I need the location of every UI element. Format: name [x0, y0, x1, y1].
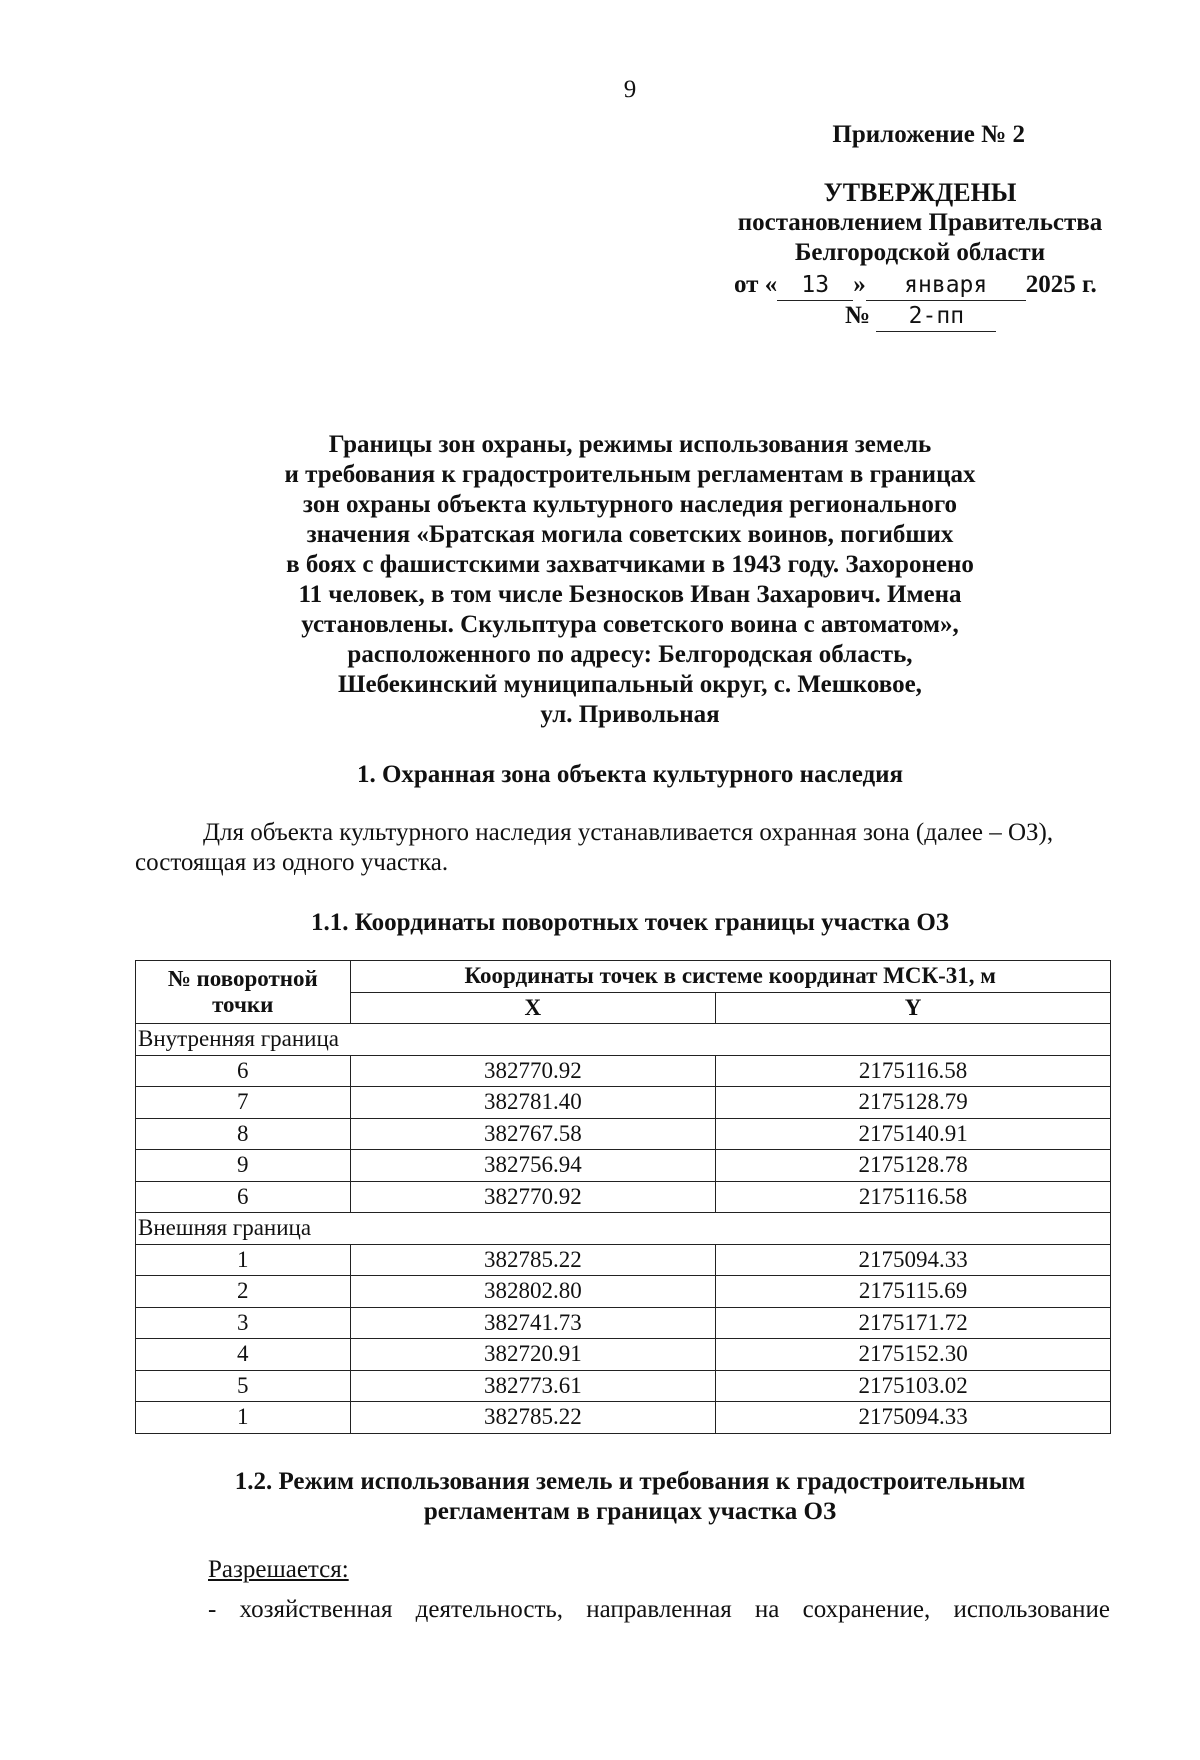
table-row [136, 1244, 1111, 1276]
approval-line-1: постановлением Правительства [737, 209, 1103, 236]
table-row [136, 1339, 1111, 1371]
cell-point: 5 [136, 1370, 351, 1402]
group-row-inner [136, 1024, 1111, 1056]
cell-x: 382756.94 [350, 1150, 716, 1182]
date-day: 13 [777, 270, 853, 301]
cell-y: 2175116.58 [716, 1181, 1111, 1213]
title-line: ул. Привольная [540, 701, 720, 728]
cell-point: 8 [136, 1118, 351, 1150]
table-row [136, 1181, 1111, 1213]
cell-point: 6 [136, 1181, 351, 1213]
date-month: января [866, 270, 1026, 301]
cell-point: 1 [136, 1244, 351, 1276]
allowed-item-text: - хозяйственная деятельность, направленная на сохранение, использование [208, 1596, 1110, 1623]
title-line: зон охраны объекта культурного наследия регионального [302, 491, 958, 518]
table-row [136, 1150, 1111, 1182]
cell-point: 4 [136, 1339, 351, 1371]
table-row [136, 1402, 1111, 1434]
group-row-outer [136, 1213, 1111, 1245]
table-row [136, 1118, 1111, 1150]
cell-x: 382802.80 [350, 1276, 716, 1308]
title-line: в боях с фашистскими захватчиками в 1943 году. Захоронено [286, 551, 974, 578]
approved-heading: УТВЕРЖДЕНЫ [823, 178, 1017, 207]
cell-y: 2175116.58 [716, 1055, 1111, 1087]
cell-x: 382770.92 [350, 1055, 716, 1087]
cell-y: 2175152.30 [716, 1339, 1111, 1371]
section-1-2-heading [120, 1467, 1140, 1527]
cell-point: 2 [136, 1276, 351, 1308]
cell-y: 2175140.91 [716, 1118, 1111, 1150]
approval-date [700, 270, 1140, 301]
col-point-line-2: точки [212, 992, 274, 1017]
date-prefix: от « [734, 271, 778, 298]
col-coords-header: Координаты точек в системе координат МСК-31, м [350, 961, 1111, 993]
approval-number [700, 301, 1140, 332]
allowed-label: Разрешается: [208, 1556, 349, 1583]
cell-y: 2175128.79 [716, 1087, 1111, 1119]
title-line: Шебекинский муниципальный округ, с. Мешковое, [338, 671, 922, 698]
section-1-1-heading: 1.1. Координаты поворотных точек границы участка ОЗ [311, 909, 949, 936]
document-title [160, 430, 1100, 730]
table-row [136, 1276, 1111, 1308]
number-value: 2-пп [876, 301, 996, 332]
col-x-header: X [350, 992, 716, 1024]
cell-y: 2175094.33 [716, 1244, 1111, 1276]
table-row [136, 1370, 1111, 1402]
outer-boundary-label: Внешняя граница [136, 1213, 1111, 1245]
cell-point: 7 [136, 1087, 351, 1119]
section-1-heading: 1. Охранная зона объекта культурного наследия [356, 761, 904, 788]
date-mid: » [853, 271, 866, 298]
cell-x: 382767.58 [350, 1118, 716, 1150]
cell-x: 382741.73 [350, 1307, 716, 1339]
section-1-text: Для объекта культурного наследия устанавливается охранная зона (далее – ОЗ), состоящая из одного участка. [135, 819, 1054, 876]
title-line: и требования к градостроительным регламентам в границах [284, 461, 976, 488]
cell-point: 6 [136, 1055, 351, 1087]
cell-point: 1 [136, 1402, 351, 1434]
number-prefix: № [845, 302, 871, 329]
cell-x: 382720.91 [350, 1339, 716, 1371]
coordinates-table [135, 960, 1111, 1434]
col-point-line-1: № поворотной [167, 966, 318, 991]
title-line: 11 человек, в том числе Безносков Иван Захарович. Имена [298, 581, 962, 608]
cell-point: 9 [136, 1150, 351, 1182]
col-y-header: Y [716, 992, 1111, 1024]
title-line: расположенного по адресу: Белгородская область, [347, 641, 913, 668]
col-point-header [136, 961, 351, 1024]
table-row [136, 1307, 1111, 1339]
cell-y: 2175094.33 [716, 1402, 1111, 1434]
appendix-label: Приложение № 2 [832, 121, 1025, 148]
section-1-2-line-1: 1.2. Режим использования земель и требования к градостроительным [234, 1468, 1026, 1495]
cell-x: 382785.22 [350, 1402, 716, 1434]
cell-x: 382770.92 [350, 1181, 716, 1213]
allowed-item [208, 1596, 1110, 1624]
table-row [136, 1087, 1111, 1119]
title-line: значения «Братская могила советских воинов, погибших [306, 521, 954, 548]
cell-x: 382781.40 [350, 1087, 716, 1119]
title-line: Границы зон охраны, режимы использования земель [328, 431, 932, 458]
cell-y: 2175103.02 [716, 1370, 1111, 1402]
cell-point: 3 [136, 1307, 351, 1339]
cell-y: 2175128.78 [716, 1150, 1111, 1182]
table-row [136, 1055, 1111, 1087]
cell-x: 382785.22 [350, 1244, 716, 1276]
cell-y: 2175115.69 [716, 1276, 1111, 1308]
cell-y: 2175171.72 [716, 1307, 1111, 1339]
section-1-2-line-2: регламентам в границах участка ОЗ [423, 1498, 837, 1525]
inner-boundary-label: Внутренняя граница [136, 1024, 1111, 1056]
approval-line-2: Белгородской области [794, 239, 1046, 266]
table-header-row [136, 961, 1111, 993]
page-number: 9 [623, 76, 637, 103]
approval-block [700, 120, 1140, 332]
cell-x: 382773.61 [350, 1370, 716, 1402]
date-year: 2025 г. [1025, 271, 1097, 298]
title-line: установлены. Скульптура советского воина с автоматом», [301, 611, 959, 638]
